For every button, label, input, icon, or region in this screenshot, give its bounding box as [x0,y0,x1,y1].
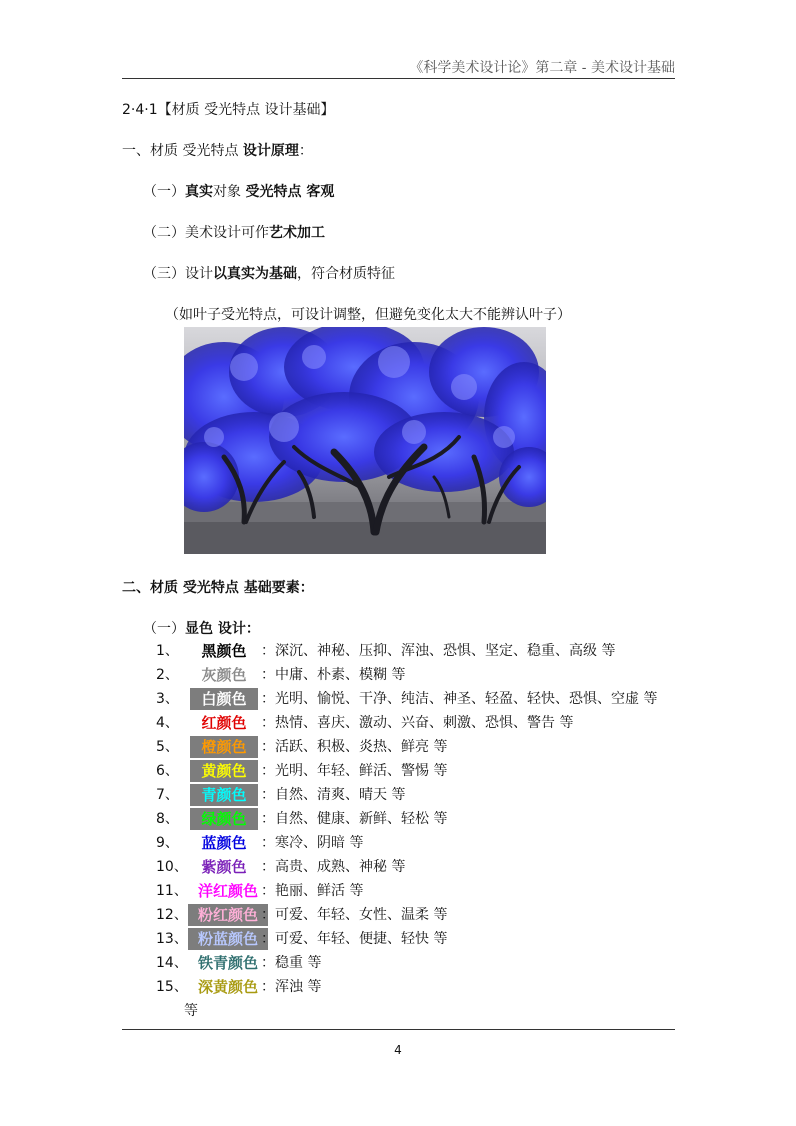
part2-subtitle-prefix: （一） [143,621,185,637]
color-row [0,905,796,925]
color-label-chip: 灰颜色 [190,664,258,686]
color-label-chip: 白颜色 [190,688,258,710]
header-rule [122,78,675,79]
section-heading: 2·4·1【材质 受光特点 设计基础】 [122,102,335,118]
item2-bold: 艺术加工 [269,225,325,241]
color-row-description: ：光明、年轻、鲜活、警惕 等 [261,763,448,779]
running-header: 《科学美术设计论》第二章 - 美术设计基础 [409,60,675,76]
part1-title-tail: ： [298,143,313,159]
color-row [0,737,796,757]
color-row [0,713,796,733]
color-row-number: 5、 [156,739,179,755]
color-row-number: 15、 [156,979,188,995]
color-row-description: ：自然、清爽、晴天 等 [261,787,406,803]
color-row-description: ：可爱、年轻、女性、温柔 等 [261,907,448,923]
color-row-number: 9、 [156,835,179,851]
color-row-description: ：热情、喜庆、激动、兴奋、刺激、恐惧、警告 等 [261,715,574,731]
color-row-number: 8、 [156,811,179,827]
item2-prefix: （二）美术设计可作 [143,225,269,241]
part1-item-1 [143,182,334,202]
part1-note: （如叶子受光特点，可设计调整，但避免变化太大不能辨认叶子） [165,307,571,323]
color-label-chip: 紫颜色 [190,856,258,878]
color-row [0,953,796,973]
color-row-description: ：中庸、朴素、模糊 等 [261,667,406,683]
color-label-chip: 黄颜色 [190,760,258,782]
color-row [0,977,796,997]
color-row [0,929,796,949]
color-label-chip: 粉红颜色 [188,904,268,926]
color-row [0,641,796,661]
color-label-chip: 深黄颜色 [188,976,268,998]
color-label-chip: 橙颜色 [190,736,258,758]
color-row-number: 6、 [156,763,179,779]
part1-item-2 [143,223,325,243]
part2-subtitle [143,619,260,639]
color-label-chip: 粉蓝颜色 [188,928,268,950]
color-row-description: ：高贵、成熟、神秘 等 [261,859,406,875]
color-row-description: ：艳丽、鲜活 等 [261,883,364,899]
color-row-number: 10、 [156,859,188,875]
item3-prefix: （三）设计 [143,266,213,282]
color-row [0,785,796,805]
color-row-description: ：光明、愉悦、干净、纯洁、神圣、轻盈、轻快、恐惧、空虚 等 [261,691,658,707]
color-row-description: ：自然、健康、新鲜、轻松 等 [261,811,448,827]
part1-title [122,141,313,161]
color-row-number: 2、 [156,667,179,683]
item3-tail: ，符合材质特征 [297,266,395,282]
color-row [0,689,796,709]
color-row-number: 11、 [156,883,188,899]
color-row-number: 3、 [156,691,179,707]
color-row-number: 12、 [156,907,188,923]
color-row-description: ：活跃、积极、炎热、鲜亮 等 [261,739,448,755]
color-row-number: 13、 [156,931,188,947]
list-tail: 等 [184,1003,198,1019]
item1-bold-b: 受光特点 客观 [245,184,335,200]
color-row-number: 14、 [156,955,188,971]
part2-title: 二、材质 受光特点 基础要素： [122,580,314,596]
color-row [0,761,796,781]
item1-prefix: （一） [143,184,185,200]
color-row-description: ：深沉、神秘、压抑、浑浊、恐惧、坚定、稳重、高级 等 [261,643,616,659]
color-row [0,809,796,829]
color-label-chip: 青颜色 [190,784,258,806]
color-label-chip: 蓝颜色 [190,832,258,854]
color-row-number: 1、 [156,643,179,659]
color-label-chip: 黑颜色 [190,640,258,662]
color-row [0,833,796,853]
color-row-description: ：稳重 等 [261,955,322,971]
tree-photo [184,327,546,554]
part2-subtitle-bold: 显色 设计： [185,621,260,637]
color-row-number: 7、 [156,787,179,803]
item1-mid: 对象 [213,184,246,200]
color-row-description: ：寒冷、阴暗 等 [261,835,364,851]
color-row [0,857,796,877]
item3-bold: 以真实为基础 [213,266,297,282]
part1-title-bold: 设计原理 [242,143,299,159]
color-row-number: 4、 [156,715,179,731]
part1-item-3 [143,264,395,284]
color-label-chip: 绿颜色 [190,808,258,830]
color-row-description: ：可爱、年轻、便捷、轻快 等 [261,931,448,947]
color-row-description: ：浑浊 等 [261,979,322,995]
color-label-chip: 红颜色 [190,712,258,734]
color-row [0,881,796,901]
color-row [0,665,796,685]
footer-rule [122,1029,675,1030]
item1-bold-a: 真实 [185,184,213,200]
color-label-chip: 铁青颜色 [188,952,268,974]
part1-title-text: 一、材质 受光特点 [122,143,243,159]
page-number: 4 [394,1043,402,1057]
color-label-chip: 洋红颜色 [188,880,268,902]
